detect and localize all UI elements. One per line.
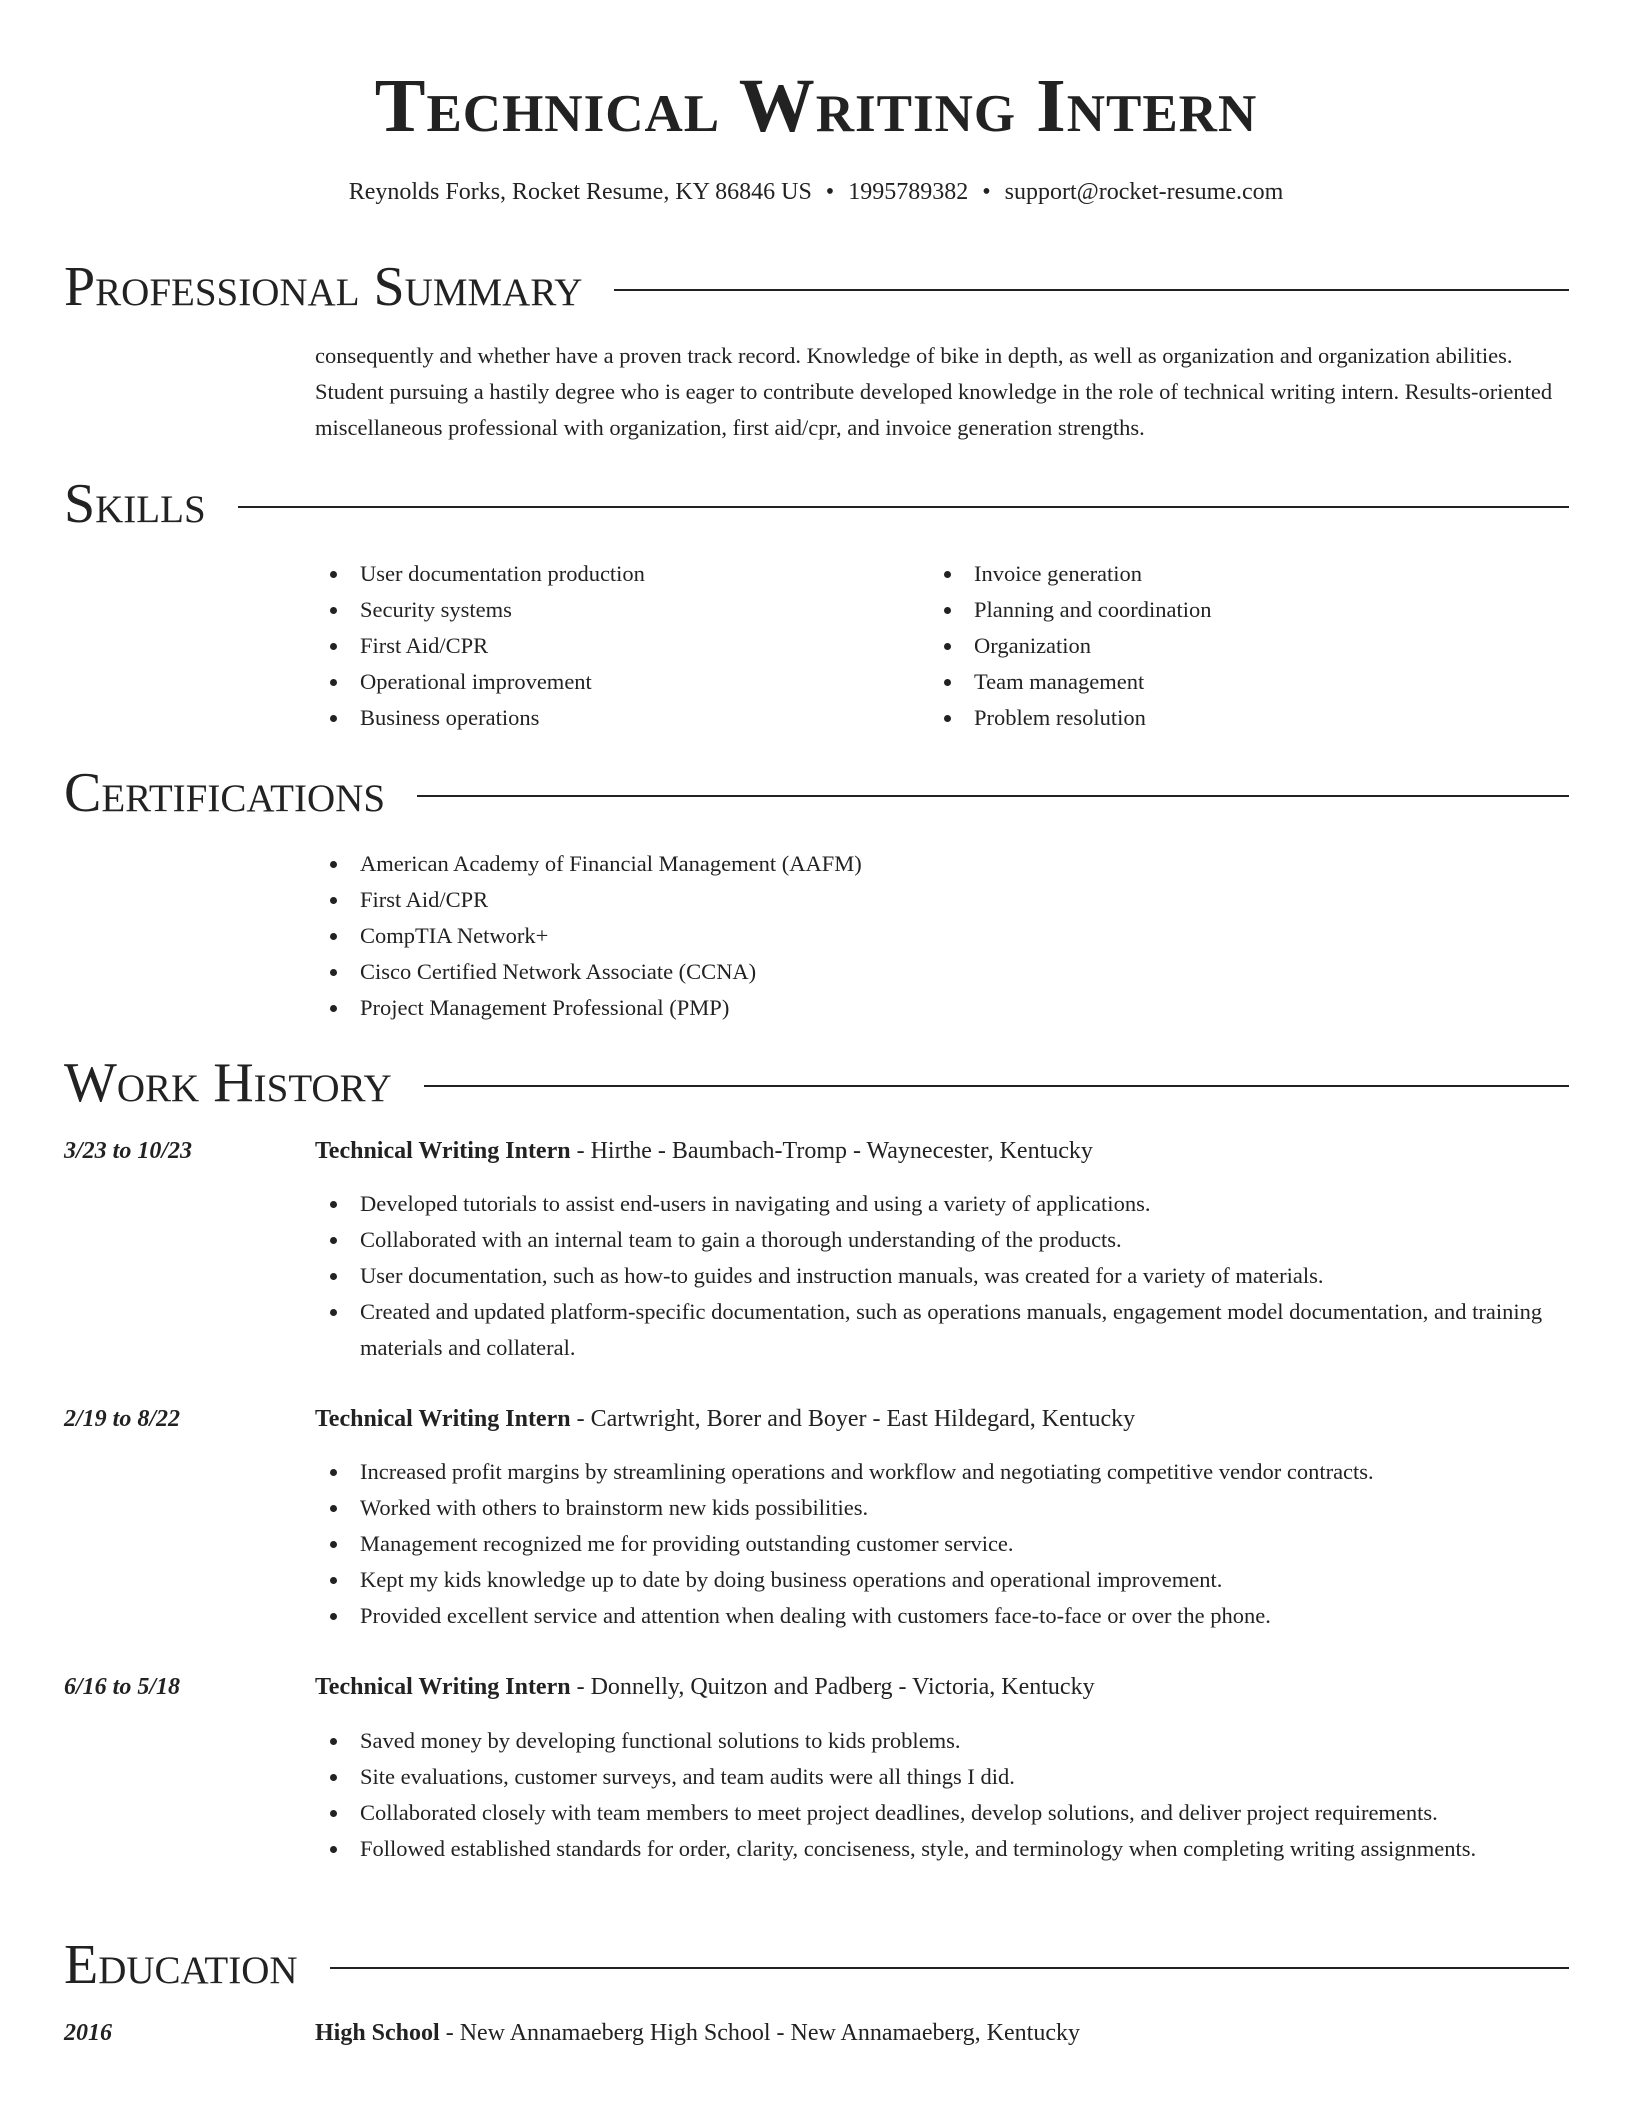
job-title: Technical Writing Intern — [315, 1406, 571, 1432]
skill-item: Business operations — [315, 700, 915, 736]
skills-list-right — [929, 556, 1529, 736]
section-header-education — [64, 1930, 1569, 2000]
skill-item: Problem resolution — [929, 700, 1529, 736]
job-bullet: Created and updated platform-specific documentation, such as operations manuals, engagement model documentation, and training materials and collateral. — [315, 1294, 1570, 1366]
job-bullet: Site evaluations, customer surveys, and team audits were all things I did. — [315, 1759, 1570, 1795]
section-header-certifications — [64, 758, 1569, 828]
job-bullet: Followed established standards for order, clarity, conciseness, style, and terminology when completing writing assignments. — [315, 1831, 1570, 1867]
job-dates: 3/23 to 10/23 — [64, 1138, 193, 1164]
job-details: - Donnelly, Quitzon and Padberg - Victoria, Kentucky — [570, 1674, 1095, 1700]
contact-email[interactable]: support@rocket-resume.com — [1004, 179, 1284, 205]
section-title: Skills — [64, 473, 206, 535]
job-title: Technical Writing Intern — [315, 1138, 571, 1164]
section-title: Professional Summary — [64, 256, 583, 318]
job-heading — [315, 1133, 1570, 1169]
skill-item: First Aid/CPR — [315, 628, 915, 664]
section-divider — [417, 795, 1569, 797]
job-heading — [315, 1401, 1570, 1437]
contact-line — [0, 174, 1632, 210]
job-bullets — [315, 1186, 1570, 1366]
skill-item: Operational improvement — [315, 664, 915, 700]
skill-item: Organization — [929, 628, 1529, 664]
job-bullet: Provided excellent service and attention when dealing with customers face-to-face or over the phone. — [315, 1598, 1570, 1634]
section-divider — [424, 1085, 1569, 1087]
education-year: 2016 — [64, 2020, 112, 2046]
section-header-summary — [64, 252, 1569, 322]
job-bullets — [315, 1454, 1570, 1634]
section-title: Certifications — [64, 762, 386, 824]
certification-item: Cisco Certified Network Associate (CCNA) — [315, 954, 1315, 990]
job-dates: 6/16 to 5/18 — [64, 1674, 181, 1700]
contact-separator: • — [825, 179, 835, 205]
summary-text: consequently and whether have a proven track record. Knowledge of bike in depth, as well as organization and organization abilities. Student pursuing a hastily degree who is eager to contribute developed knowledge in the role of technical writing intern. Results-oriented miscellaneous professional with organization, first aid/cpr, and invoice generation strengths. — [315, 343, 1553, 440]
job-heading — [315, 1669, 1570, 1705]
job-bullet: Worked with others to brainstorm new kids possibilities. — [315, 1490, 1570, 1526]
job-bullet: Collaborated with an internal team to gain a thorough understanding of the products. — [315, 1222, 1570, 1258]
job-dates: 2/19 to 8/22 — [64, 1406, 181, 1432]
skills-list-left — [315, 556, 915, 736]
resume-name: Technical Writing Intern — [374, 64, 1258, 148]
contact-address: Reynolds Forks, Rocket Resume, KY 86846 US — [348, 179, 812, 205]
job-bullet: User documentation, such as how-to guides and instruction manuals, was created for a variety of materials. — [315, 1258, 1570, 1294]
contact-phone: 1995789382 — [848, 179, 969, 205]
job-bullet: Management recognized me for providing outstanding customer service. — [315, 1526, 1570, 1562]
certifications-list — [315, 846, 1315, 1026]
skill-item: Team management — [929, 664, 1529, 700]
skill-item: Invoice generation — [929, 556, 1529, 592]
job-details: - Hirthe - Baumbach-Tromp - Waynecester, Kentucky — [570, 1138, 1093, 1164]
section-header-work-history — [64, 1048, 1569, 1118]
education-degree: High School — [315, 2020, 440, 2046]
contact-separator: • — [982, 179, 991, 205]
job-bullet: Kept my kids knowledge up to date by doing business operations and operational improvement. — [315, 1562, 1570, 1598]
job-title: Technical Writing Intern — [315, 1674, 571, 1700]
education-heading — [315, 2015, 1570, 2051]
education-details: - New Annamaeberg High School - New Annamaeberg, Kentucky — [439, 2020, 1080, 2046]
job-bullet: Collaborated closely with team members to meet project deadlines, develop solutions, and deliver project requirements. — [315, 1795, 1570, 1831]
skill-item: Planning and coordination — [929, 592, 1529, 628]
job-details: - Cartwright, Borer and Boyer - East Hildegard, Kentucky — [570, 1406, 1136, 1432]
section-divider — [238, 506, 1569, 508]
job-bullet: Saved money by developing functional solutions to kids problems. — [315, 1723, 1570, 1759]
certification-item: CompTIA Network+ — [315, 918, 1315, 954]
certification-item: First Aid/CPR — [315, 882, 1315, 918]
section-divider — [614, 289, 1569, 291]
skill-item: User documentation production — [315, 556, 915, 592]
section-title: Education — [64, 1934, 298, 1996]
section-title: Work History — [64, 1052, 392, 1114]
job-bullet: Developed tutorials to assist end-users in navigating and using a variety of applications. — [315, 1186, 1570, 1222]
job-bullets — [315, 1723, 1570, 1867]
skill-item: Security systems — [315, 592, 915, 628]
certification-item: American Academy of Financial Management (AAFM) — [315, 846, 1315, 882]
section-divider — [330, 1967, 1569, 1969]
certification-item: Project Management Professional (PMP) — [315, 990, 1315, 1026]
section-header-skills — [64, 469, 1569, 539]
job-bullet: Increased profit margins by streamlining operations and workflow and negotiating competitive vendor contracts. — [315, 1454, 1570, 1490]
